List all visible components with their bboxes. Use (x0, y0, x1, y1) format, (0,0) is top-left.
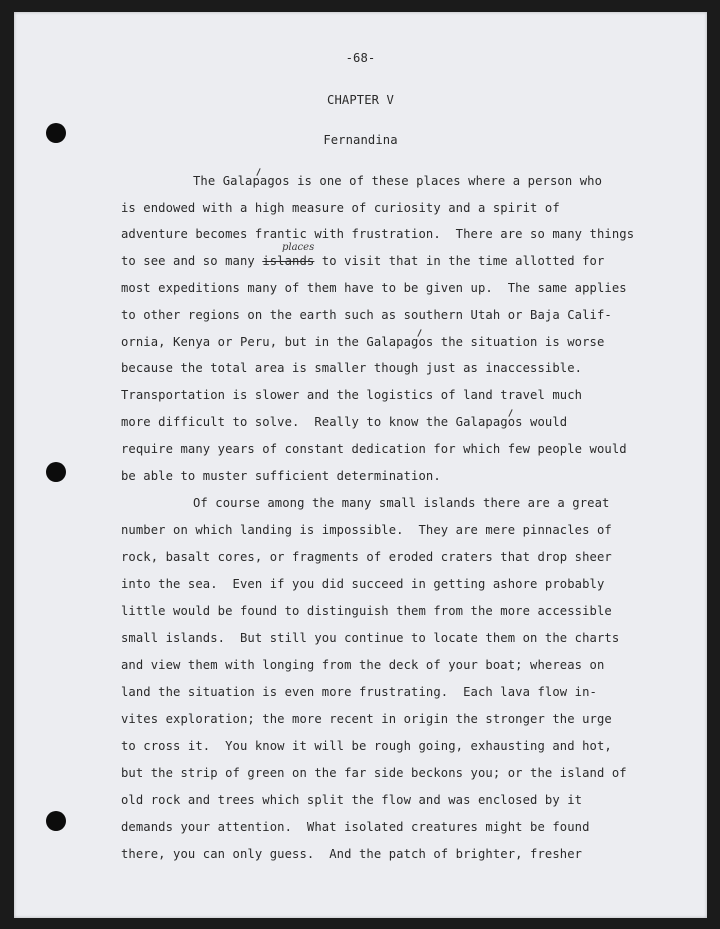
p1-line-8: because the total area is smaller though just as inaccessible. (121, 361, 583, 375)
p2-line-7: and view them with longing from the deck of your boat; whereas on (121, 658, 605, 672)
handwritten-correction: places (282, 242, 315, 253)
document-page (14, 12, 707, 918)
p1-line-4-before: to see and so many (121, 254, 263, 268)
page-number: -68- (345, 51, 376, 65)
section-title: Fernandina (323, 133, 398, 147)
p2-line-13: demands your attention. What isolated creatures might be found (121, 820, 590, 834)
p2-line-10: to cross it. You know it will be rough going, exhausting and hot, (121, 739, 612, 753)
p1-line-11: require many years of constant dedication for which few people would (121, 442, 627, 456)
p1-line-3: adventure becomes frantic with frustration. There are so many things (121, 227, 635, 241)
p2-line-3: rock, basalt cores, or fragments of eroded craters that drop sheer (121, 550, 612, 564)
p2-line-12: old rock and trees which split the flow and was enclosed by it (121, 793, 583, 807)
p1-line-2: is endowed with a high measure of curiosity and a spirit of (121, 201, 560, 215)
punch-hole-bottom (46, 811, 66, 831)
p1-line-10: more difficult to solve. Really to know the Galapagos would (121, 415, 568, 429)
p1-line-6: to other regions on the earth such as southern Utah or Baja Calif- (121, 308, 612, 322)
p2-line-14: there, you can only guess. And the patch of brighter, fresher (121, 847, 583, 861)
p1-line-7: ornia, Kenya or Peru, but in the Galapagos the situation is worse (121, 335, 605, 349)
p1-line-4 (121, 254, 604, 268)
p2-line-4: into the sea. Even if you did succeed in getting ashore probably (121, 577, 605, 591)
p2-line-2: number on which landing is impossible. They are mere pinnacles of (121, 523, 612, 537)
p2-line-9: vites exploration; the more recent in origin the stronger the urge (121, 712, 612, 726)
p2-line-1: Of course among the many small islands there are a great (193, 496, 610, 510)
punch-hole-middle (46, 462, 66, 482)
chapter-title: CHAPTER V (327, 93, 394, 107)
p1-line-5: most expeditions many of them have to be given up. The same applies (121, 281, 627, 295)
p2-line-5: little would be found to distinguish them from the more accessible (121, 604, 612, 618)
p1-line-4-after: to visit that in the time allotted for (314, 254, 605, 268)
p1-line-12: be able to muster sufficient determination. (121, 469, 441, 483)
p2-line-11: but the strip of green on the far side beckons you; or the island of (121, 766, 627, 780)
p2-line-8: land the situation is even more frustrating. Each lava flow in- (121, 685, 597, 699)
struck-word: islands (262, 254, 315, 268)
p1-line-1: The Galapagos is one of these places where a person who (193, 174, 603, 188)
p1-line-9: Transportation is slower and the logistics of land travel much (121, 388, 583, 402)
p2-line-6: small islands. But still you continue to locate them on the charts (121, 631, 620, 645)
